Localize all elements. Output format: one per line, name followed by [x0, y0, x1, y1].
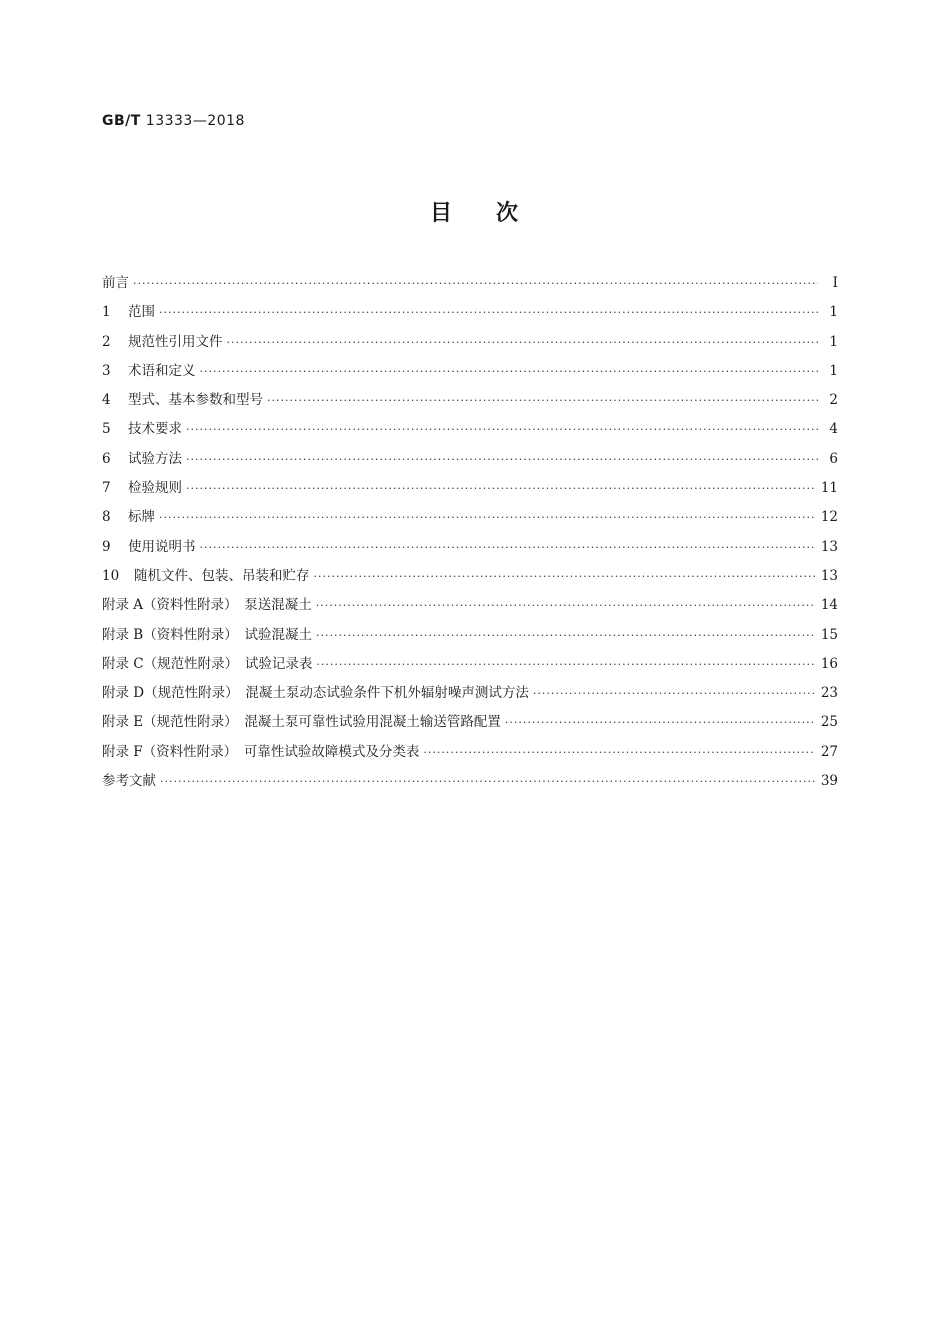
toc-entry-page-number: 16	[820, 655, 838, 672]
standard-code-number: 13333—2018	[145, 113, 245, 129]
toc-title-right: 次	[496, 201, 521, 226]
toc-entry-title: 范围	[128, 304, 155, 321]
toc-entry-number: 6	[102, 450, 111, 467]
toc-entry-page-number: 27	[820, 743, 838, 760]
toc-entry-title: 附录 D（规范性附录） 混凝土泵动态试验条件下机外辐射噪声测试方法	[102, 685, 529, 702]
toc-entry-page-number: 1	[829, 304, 838, 321]
toc-entry-title: 附录 B（资料性附录） 试验混凝土	[102, 626, 312, 643]
toc-entry-title: 技术要求	[128, 421, 182, 438]
toc-entry[interactable]	[102, 595, 838, 624]
toc-dot-leader	[186, 420, 818, 440]
toc-entry-page-number: 11	[820, 480, 838, 497]
toc-entry[interactable]	[102, 625, 838, 654]
toc-entry[interactable]	[102, 712, 838, 741]
toc-entry-label	[102, 537, 200, 557]
toc-entry-label	[102, 712, 505, 732]
toc-entry[interactable]	[102, 742, 838, 771]
toc-title-left: 目	[429, 201, 454, 226]
toc-entry[interactable]	[102, 537, 838, 566]
toc-entry-page-number: 15	[820, 626, 838, 643]
toc-entry-page-number: 13	[820, 567, 838, 584]
toc-dot-leader	[159, 303, 818, 323]
toc-entry-label	[102, 449, 186, 469]
toc-entry-label	[102, 419, 186, 439]
toc-entry-number: 5	[102, 421, 111, 438]
toc-entry-label	[102, 742, 423, 762]
toc-dot-leader	[423, 743, 814, 763]
toc-entry-label	[102, 273, 133, 293]
toc-entry-title: 规范性引用文件	[128, 333, 223, 350]
toc-entry[interactable]	[102, 771, 838, 800]
standard-code-prefix: GB/T	[102, 113, 141, 129]
toc-entry-label	[102, 332, 227, 352]
toc-dot-leader	[227, 333, 819, 353]
toc-entry-page-number: Ⅰ	[832, 275, 838, 291]
toc-dot-leader	[316, 655, 814, 675]
toc-entry-label	[102, 654, 316, 674]
toc-entry-number: 7	[102, 480, 111, 497]
toc-entry-number: 1	[102, 304, 111, 321]
toc-entry-page-number: 4	[829, 421, 838, 438]
toc-entry-title: 随机文件、包装、吊装和贮存	[134, 567, 310, 584]
toc-entry-label	[102, 361, 200, 381]
toc-entry-title: 检验规则	[128, 480, 182, 497]
toc-dot-leader	[200, 362, 819, 382]
toc-dot-leader	[533, 684, 815, 704]
toc-entry-page-number: 1	[829, 362, 838, 379]
toc-entry-number: 4	[102, 392, 111, 409]
toc-entry-number: 10	[102, 567, 120, 584]
toc-entry-label	[102, 478, 186, 498]
table-of-contents	[102, 273, 838, 800]
toc-entry-page-number: 12	[820, 509, 838, 526]
toc-entry-label	[102, 390, 267, 410]
toc-entry-page-number: 14	[820, 597, 838, 614]
toc-dot-leader	[159, 508, 815, 528]
toc-entry-title: 术语和定义	[128, 362, 196, 379]
toc-entry[interactable]	[102, 302, 838, 331]
toc-entry-label	[102, 771, 160, 791]
toc-entry[interactable]	[102, 654, 838, 683]
toc-entry-label	[102, 566, 314, 586]
toc-entry-page-number: 1	[829, 333, 838, 350]
toc-entry-page-number: 6	[829, 450, 838, 467]
toc-entry-title: 附录 F（资料性附录） 可靠性试验故障模式及分类表	[102, 743, 420, 760]
standard-code	[102, 113, 245, 129]
toc-entry[interactable]	[102, 332, 838, 361]
toc-entry-page-number: 25	[820, 714, 838, 731]
toc-entry-label	[102, 595, 316, 615]
toc-entry-page-number: 2	[829, 392, 838, 409]
toc-entry-title: 使用说明书	[128, 538, 196, 555]
toc-entry-title: 参考文献	[102, 773, 156, 790]
toc-dot-leader	[316, 596, 815, 616]
toc-entry-label	[102, 507, 159, 527]
toc-dot-leader	[267, 391, 818, 411]
toc-entry[interactable]	[102, 449, 838, 478]
toc-entry[interactable]	[102, 507, 838, 536]
toc-entry-number: 2	[102, 333, 111, 350]
toc-title	[0, 196, 950, 227]
toc-dot-leader	[160, 772, 815, 792]
toc-entry-label	[102, 302, 159, 322]
toc-dot-leader	[316, 626, 815, 646]
toc-entry-page-number: 39	[820, 773, 838, 790]
toc-dot-leader	[505, 713, 815, 733]
toc-entry-title: 试验方法	[128, 450, 182, 467]
toc-dot-leader	[314, 567, 815, 587]
toc-entry[interactable]	[102, 566, 838, 595]
toc-entry-number: 8	[102, 509, 111, 526]
toc-entry-title: 附录 C（规范性附录） 试验记录表	[102, 655, 313, 672]
toc-entry[interactable]	[102, 361, 838, 390]
toc-entry-number: 3	[102, 362, 111, 379]
toc-entry-title: 前言	[102, 275, 129, 291]
toc-dot-leader	[200, 538, 815, 558]
toc-entry[interactable]	[102, 478, 838, 507]
toc-entry-page-number: 13	[820, 538, 838, 555]
toc-entry[interactable]	[102, 419, 838, 448]
toc-dot-leader	[133, 274, 818, 294]
toc-entry-title: 标牌	[128, 509, 155, 526]
toc-dot-leader	[186, 450, 818, 470]
toc-entry[interactable]	[102, 683, 838, 712]
toc-entry-label	[102, 625, 316, 645]
toc-entry[interactable]	[102, 273, 838, 302]
toc-entry-title: 附录 E（规范性附录） 混凝土泵可靠性试验用混凝土输送管路配置	[102, 714, 501, 731]
toc-entry-title: 型式、基本参数和型号	[128, 392, 263, 409]
toc-entry-title: 附录 A（资料性附录） 泵送混凝土	[102, 597, 312, 614]
toc-entry-page-number: 23	[820, 685, 838, 702]
toc-entry[interactable]	[102, 390, 838, 419]
toc-dot-leader	[186, 479, 815, 499]
toc-entry-label	[102, 683, 533, 703]
toc-entry-number: 9	[102, 538, 111, 555]
